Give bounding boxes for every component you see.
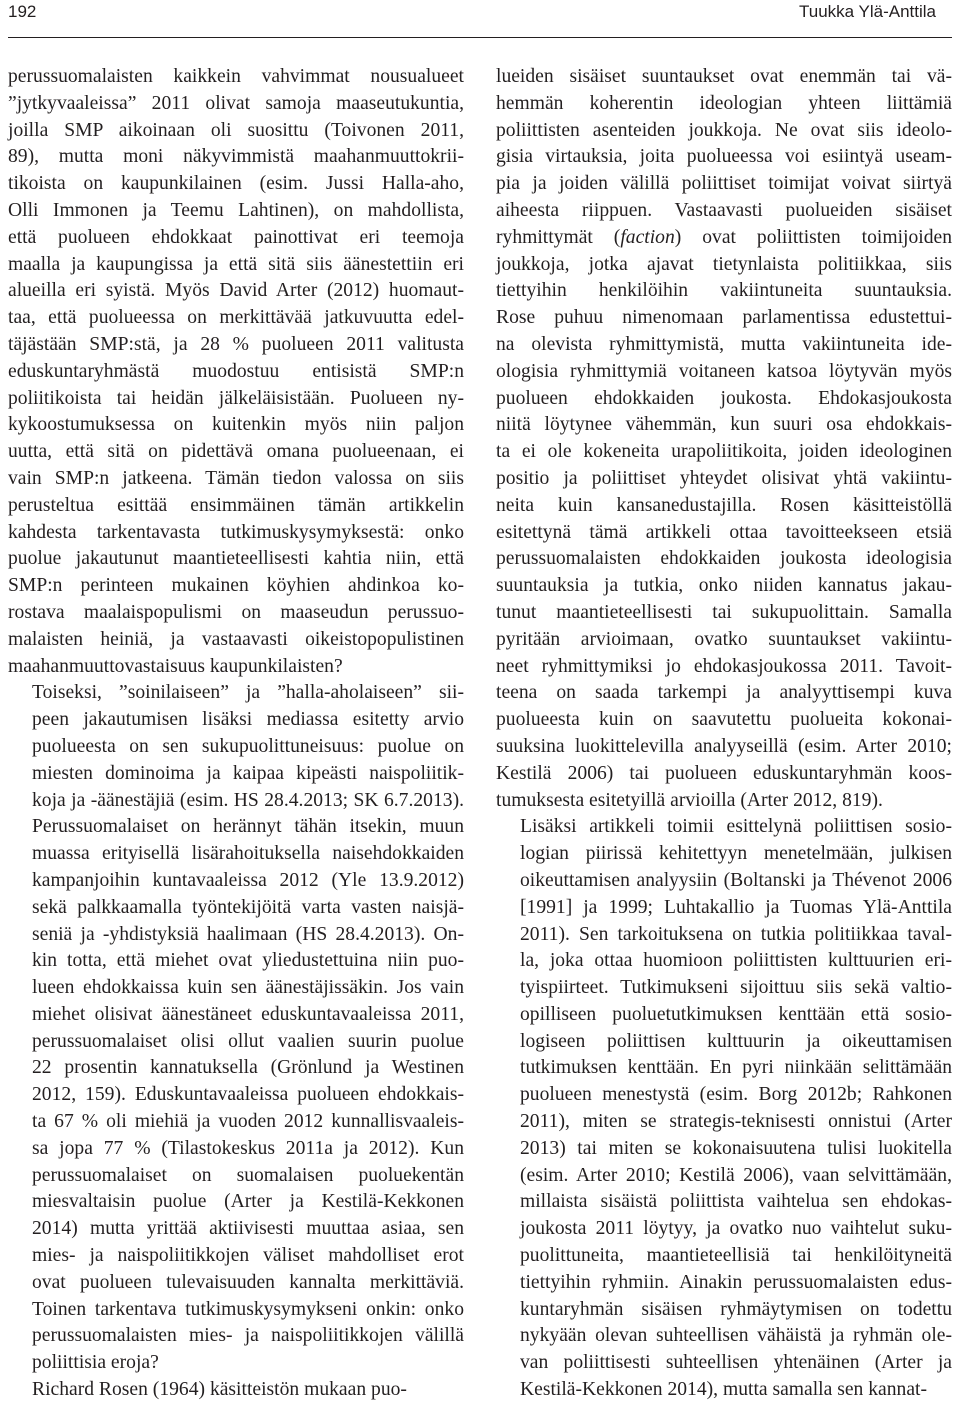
page-number: 192 (8, 2, 37, 21)
text-line: 2014) mutta yrittää aktiivisesti muuttaa asiaa, sen (32, 1218, 464, 1240)
text-line: rostava maalaispopulismi on maaseudun perussuo- (8, 601, 464, 623)
text-line: tunut maantieteellisesti tai sukupuolittain. Samalla (496, 601, 952, 623)
text-line: miehet olisivat äänestäneet eduskuntavaaleissa 2011, (32, 1003, 464, 1025)
text-line: mies- ja naispoliitikkojen väliset mahdolliset erot (32, 1245, 464, 1267)
text-line: Toiseksi, ”soinilaiseen” ja ”halla-aholaiseen” sii- (32, 682, 464, 704)
running-head-author: Tuukka Ylä-Anttila (798, 2, 936, 21)
text-line: aiheesta riippuen. Vastaavasti puolueiden sisäiset (496, 199, 952, 221)
text-line: tutkimuksen kenttään. En pyri niinkään selittämään (520, 1057, 952, 1079)
text-line: tikoista on kaupunkilainen (esim. Jussi Halla-aho, (8, 173, 464, 195)
text-line: Rose puhuu nimenomaan parlamentissa edustettui- (496, 307, 952, 329)
text-line: la, joka ottaa huomioon poliittisten kulttuurien eri- (520, 950, 952, 972)
text-line: puolueesta kuin on saavutettu puolueita kokonai- (496, 709, 952, 731)
text-line: Kestilä 2006) tai puolueen eduskuntaryhmän koos- (496, 762, 952, 784)
text-line: Richard Rosen (1964) käsitteistön mukaan puo- (32, 1379, 407, 1401)
text-line: täjästään SMP:stä, ja 28 % puolueen 2011 valitusta (8, 333, 464, 355)
text-line: kin totta, että miehet ovat yliedustettuina niin puo- (32, 950, 464, 972)
text-line: ”jytkyvaaleissa” 2011 olivat samoja maaseutukuntia, (8, 92, 464, 114)
left-column (8, 64, 464, 1404)
text-line: ta ei ole kokeneita urapoliitikoita, joiden ideologinen (496, 441, 952, 463)
text-line: seniä ja -yhdistyksiä haalimaan (HS 28.4.2013). On- (32, 923, 464, 945)
text-line: perussuomalaiset on suomalaisen puoluekentän (32, 1164, 464, 1186)
right-column (496, 64, 952, 1404)
text-line: Kestilä-Kekkonen 2014), mutta samalla sen kannat- (520, 1379, 927, 1401)
text-line: logiseen poliittisen kulttuurin ja oikeuttamisen (520, 1030, 952, 1052)
text-line: 2013) tai miten se kokonaisuutena tulisi luokitella (520, 1137, 952, 1159)
text-line: maalla ja kaupungissa ja että sitä siis äänestettiin eri (8, 253, 464, 275)
text-line: gisia virtauksia, joita puolueessa voi esiintyä useam- (496, 146, 952, 168)
text-line: puolueen menestystä (esim. Borg 2012b; Rahkonen (520, 1084, 952, 1106)
text-line: nykyään olevan suhteellisen vähäistä ja ryhmän ole- (520, 1325, 952, 1347)
text-line: ovat puolueen tulevaisuuden kannalta merkittäviä. (32, 1271, 464, 1293)
text-line: perusteltua esittää ensimmäinen tämän artikkelin (8, 494, 464, 516)
text-line: 22 prosentin kannatuksella (Grönlund ja Westinen (32, 1057, 464, 1079)
text-line: kuntaryhmän sisäisen ryhmäytymisen on todettu (520, 1298, 952, 1320)
text-line: millaista sisäistä poliittista vaihtelua sen ehdokas- (520, 1191, 952, 1213)
text-line: Olli Immonen ja Teemu Lahtinen), on mahdollista, (8, 199, 464, 221)
text-line: esitettynä tämä artikkeli ottaa tavoitteekseen etsiä (496, 521, 952, 543)
text-line: puolue jakautunut maantieteellisesti kahtia niin, että (8, 548, 464, 570)
text-line: poliittisia eroja? (32, 1352, 159, 1374)
text-line: perussuomalaiset olisi ollut vaalien suurin puolue (32, 1030, 464, 1052)
text-line: uutta, että sitä on pidettävä omana puolueenaan, ei (8, 441, 464, 463)
header-rule (8, 37, 952, 38)
text-line: poliittisten asenteiden joukkoja. Ne ovat siis ideolo- (496, 119, 952, 141)
text-line: 2011), miten se strategis-teknisesti onnistui (Arter (520, 1111, 952, 1133)
text-line: neita kuin kansanedustajilla. Rosen käsitteistöllä (496, 494, 952, 516)
text-line: Lisäksi artikkeli toimii esittelynä poliittisen sosio- (520, 816, 952, 838)
text-line: kahdesta tarkentavasta tutkimuskysymyksestä: onko (8, 521, 464, 543)
paragraph (8, 64, 464, 680)
text-line: 89), mutta moni näkyvimmistä maahanmuuttokrii- (8, 146, 464, 168)
text-line: että puolueen ehdokkaat painottivat eri teemoja (8, 226, 464, 248)
text-line: vain SMP:n jatkeena. Tämän tiedon valossa on siis (8, 467, 464, 489)
text-line: puolueen ehdokkaiden joukosta. Ehdokasjoukosta (496, 387, 952, 409)
text-line: puolueesta on sen sukupuolittuneisuus: puolue on (32, 735, 464, 757)
text-line: Toinen tarkentava tutkimuskysymykseni onkin: onko (32, 1298, 464, 1320)
text-line: teena on saada tarkempi ja analyyttisempi kuva (496, 682, 952, 704)
page-header (0, 0, 960, 42)
text-line: joilla SMP aikoinaan oli suosittu (Toivonen 2011, (8, 119, 464, 141)
text-line: perussuomalaisten mies- ja naispoliitikkojen välillä (32, 1325, 464, 1347)
text-line: poliitikoista tai heidän jälkeläisistään. Puolueen ny- (8, 387, 464, 409)
text-line: sa jopa 77 % (Tilastokeskus 2011a ja 2012). Kun (32, 1137, 464, 1159)
text-line: ologisia ryhmittymiä voitaneen katsoa löytyvän myös (496, 360, 952, 382)
text-line: hemmän koherentin ideologian yhteen liittämiä (496, 92, 952, 114)
text-line: maahanmuuttovastaisuus kaupunkilaisten? (8, 655, 343, 677)
text-line: [1991] ja 1999; Luhtakallio ja Tuomas Ylä-Anttila (520, 896, 952, 918)
text-line: neet ryhmittymiksi jo ehdokasjoukossa 2011. Tavoit- (496, 655, 952, 677)
text-line: sekä palkkaamalla työntekijöitä varta vasten naisjä- (32, 896, 464, 918)
text-line: kampanjoihin kuntavaaleissa 2012 (Yle 13.9.2012) (32, 869, 464, 891)
text-line: tiettyihin ryhmiin. Ainakin perussuomalaisten edus- (520, 1271, 952, 1293)
text-line: logian piirissä kehitettyyn menetelmään, julkisen (520, 843, 952, 865)
text-line: van poliittisesti suhteellisen yhtenäinen (Arter ja (520, 1352, 952, 1374)
text-line: pia ja joiden välillä poliittiset toimijat voivat siirtyä (496, 173, 952, 195)
text-line: joukosta 2011 löytyy, ja ovatko nuo vaihtelut suku- (520, 1218, 952, 1240)
paragraph (496, 814, 952, 1404)
text-line: peen jakautumisen lisäksi mediassa esitetty arvio (32, 709, 464, 731)
text-line: suuntauksia ja tutkia, onko niiden kannatus jakau- (496, 575, 952, 597)
text-line: tyispiirteet. Tutkimukseni sijoittuu siis sekä valtio- (520, 977, 952, 999)
text-line: perussuomalaisten kaikkein vahvimmat nousualueet (8, 66, 464, 87)
text-line: eduskuntaryhmästä muodostuu entisistä SMP:n (8, 360, 464, 382)
text-line: niitä löytynee vähemmän, kun suuri osa ehdokkais- (496, 414, 952, 436)
text-line: oikeuttamisen analyysiin (Boltanski ja Thévenot 2006 (520, 869, 952, 891)
text-line: kykoostumuksessa on kuitenkin myös niin paljon (8, 414, 464, 436)
text-line: 2012, 159). Eduskuntavaaleissa puolueen ehdokkais- (32, 1084, 464, 1106)
text-line: suuksina luokittelevilla analyyseillä (esim. Arter 2010; (496, 735, 952, 757)
text-line: miesten dominoima ja kaipaa kipeästi naispoliitik- (32, 762, 464, 784)
text-line: tiettyihin henkilöihin vakiintuneita suuntauksia. (496, 280, 952, 302)
text-line: ta 67 % oli miehiä ja vuoden 2012 kunnallisvaaleis- (32, 1111, 464, 1133)
text-line: perussuomalaisten ehdokkaiden joukosta ideologisia (496, 548, 952, 570)
text-line: pyritään arvioimaan, ovatko suuntaukset vakiintu- (496, 628, 952, 650)
text-line: (esim. Arter 2010; Kestilä 2006), vaan selvittämään, (520, 1164, 952, 1186)
text-line: opilliseen puoluetutkimuksen kenttään että sosio- (520, 1003, 952, 1025)
text-line: joukkoja, jotka ajavat tietynlaista politiikkaa, siis (496, 253, 952, 275)
text-line: miesvaltaisin puolue (Arter ja Kestilä-Kekkonen (32, 1191, 464, 1213)
text-line: taa, että puolueessa on merkittävää jatkuvuutta edel- (8, 307, 464, 329)
paragraph (8, 680, 464, 1377)
text-line: positio ja poliittiset yhteydet olisivat yhtä vakiintu- (496, 467, 952, 489)
text-line: alueilla eri syistä. Myös David Arter (2012) huomaut- (8, 280, 464, 302)
text-line: Perussuomalaiset on herännyt tähän itsekin, muun (32, 816, 464, 838)
text-line: SMP:n perinteen mukainen köyhien ahdinkoa ko- (8, 575, 464, 597)
text-line: puolittuneita, maantieteellisiä tai henkilöityneitä (520, 1245, 952, 1267)
paragraph (8, 1377, 464, 1404)
text-line: tumuksesta esitetyillä arvioilla (Arter 2012, 819). (496, 789, 883, 811)
paragraph (496, 64, 952, 814)
text-line: lueen ehdokkaissa kuin sen äänestäjissäkin. Jos vain (32, 977, 464, 999)
text-line: 2011). Sen tarkoituksena on tutkia politiikkaa taval- (520, 923, 952, 945)
text-line: malaisten heiniä, ja vastaavasti oikeistopopulistinen (8, 628, 464, 650)
text-line: ryhmittymät (faction) ovat poliittisten toimijoiden (496, 226, 952, 248)
text-line: muassa erityisellä lisärahoituksella naisehdokkaiden (32, 843, 464, 865)
text-line: koja ja -äänestäjiä (esim. HS 28.4.2013; SK 6.7.2013). (32, 789, 464, 811)
text-line: na olevista ryhmittymistä, mutta vakiintuneita ide- (496, 333, 952, 355)
text-line: lueiden sisäiset suuntaukset ovat enemmän tai vä- (496, 66, 952, 87)
